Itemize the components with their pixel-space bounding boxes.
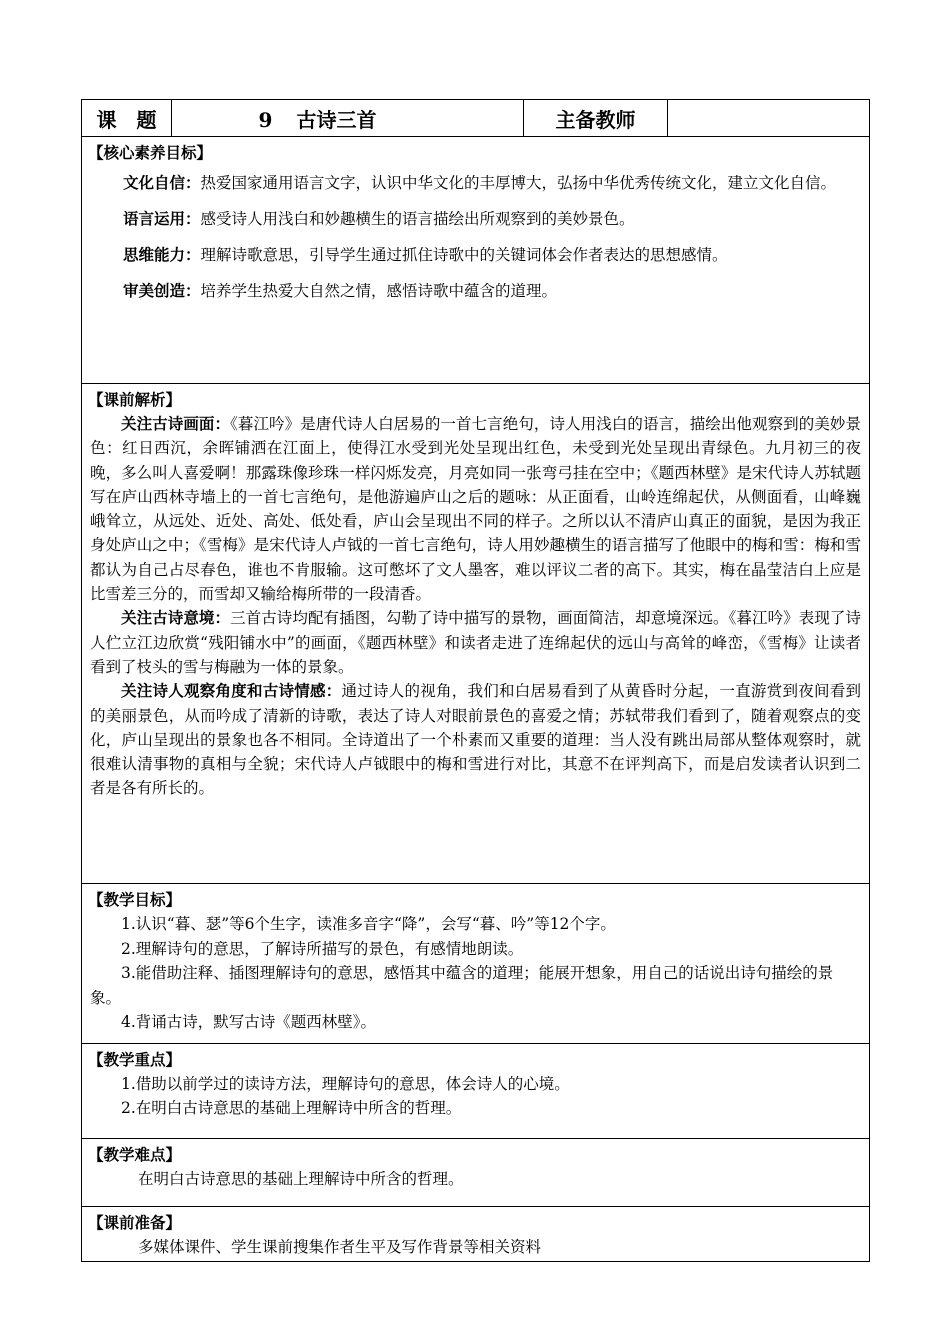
teaching-goal-item: 3.能借助注释、插图理解诗句的意思，感悟其中蕴含的道理；能展开想象，用自己的话说出诗句描绘的景象。 <box>90 964 834 1007</box>
header-row <box>82 100 870 137</box>
teaching-goal-item: 2.理解诗句的意思，了解诗所描写的景色，有感情地朗读。 <box>121 939 524 958</box>
teaching-goals-title: 【教学目标】 <box>88 890 182 909</box>
course-title-cell <box>172 100 524 137</box>
difficult-points-row <box>82 1138 870 1206</box>
difficult-points-title: 【教学难点】 <box>88 1144 182 1164</box>
pre-analysis-label: 关注古诗意境： <box>121 608 231 628</box>
course-label: 课 题 <box>82 100 172 137</box>
lesson-plan-table <box>81 99 870 1262</box>
core-goal-label: 审美创造： <box>123 281 201 300</box>
core-goal-label: 语言运用： <box>123 209 201 228</box>
key-points-title: 【教学重点】 <box>88 1049 182 1069</box>
pre-analysis-paragraph: 关注诗人观察角度和古诗情感：通过诗人的视角，我们和白居易看到了从黄昏时分起，一直游赏到夜间看到的美丽景色，从而吟成了清新的诗歌，表达了诗人对眼前景色的喜爱之情；苏轼带我们看到了，随着观察点的变化，庐山呈现出的景象也各不相同。全诗道出了一个朴素而又重要的道理：当人没有跳出局部从整体观察时，就很难认清事物的真相与全貌；宋代诗人卢钺眼中的梅和雪进行对比，其意不在评判高下，而是启发读者认识到二者是各有所长的。 <box>90 681 861 798</box>
teaching-goal-item: 4.背诵古诗，默写古诗《题西林壁》。 <box>121 1013 377 1031</box>
core-goals-title: 【核心素养目标】 <box>88 143 213 162</box>
preparation-row <box>82 1206 870 1262</box>
pre-analysis-label: 关注诗人观察角度和古诗情感： <box>121 681 342 701</box>
difficult-point-text: 在明白古诗意思的基础上理解诗中所含的哲理。 <box>138 1169 464 1188</box>
teacher-value <box>668 100 870 137</box>
pre-analysis-row <box>82 384 870 884</box>
course-title: 古诗三首 <box>296 107 377 132</box>
core-goal-item: 思维能力：理解诗歌意思，引导学生通过抓住诗歌中的关键词体会作者表达的思想感情。 <box>123 245 728 264</box>
teacher-label: 主备教师 <box>524 100 668 137</box>
pre-analysis-title: 【课前解析】 <box>88 390 182 409</box>
core-goal-label: 文化自信： <box>123 173 201 192</box>
pre-analysis-section <box>82 384 870 884</box>
teaching-goals-section <box>82 884 870 1044</box>
key-point-item: 1.借助以前学过的读诗方法，理解诗句的意思，体会诗人的心境。 <box>121 1074 570 1093</box>
core-goal-label: 思维能力： <box>123 245 201 264</box>
teaching-goal-item: 1.认识“暮、瑟”等6个生字，读准多音字“降”，会写“暮、吟”等12个字。 <box>121 915 616 933</box>
pre-analysis-paragraph: 关注古诗画面：《暮江吟》是唐代诗人白居易的一首七言绝句，诗人用浅白的语言，描绘出他观察到的美妙景色：红日西沉，余晖铺洒在江面上，使得江水受到光处呈现出红色，未受到光处呈现出青绿色。九月初三的夜晚，多么叫人喜爱啊！那露珠像珍珠一样闪烁发亮，月亮如同一张弯弓挂在空中；《题西林壁》是宋代诗人苏轼题写在庐山西林寺墙上的一首七言绝句，是他游遍庐山之后的题咏：从正面看，山岭连绵起伏，从侧面看，山峰巍峨耸立，从远处、近处、高处、低处看，庐山会呈现出不同的样子。之所以认不清庐山真正的面貌，是因为我正身处庐山之中；《雪梅》是宋代诗人卢钺的一首七言绝句，诗人用妙趣横生的语言描写了他眼中的梅和雪：梅和雪都认为自己占尽春色，谁也不肯服输。这可憋坏了文人墨客，难以评议二者的高下。其实，梅在晶莹洁白上应是比雪差三分的，而雪却又输给梅所带的一段清香。 <box>90 414 861 604</box>
core-goal-item: 语言运用：感受诗人用浅白和妙趣横生的语言描绘出所观察到的美妙景色。 <box>123 209 635 228</box>
preparation-section <box>82 1206 870 1262</box>
course-number: 9 <box>258 107 273 132</box>
core-goals-section <box>82 137 870 384</box>
core-goal-item: 审美创造：培养学生热爱大自然之情，感悟诗歌中蕴含的道理。 <box>123 281 558 300</box>
core-goal-item: 文化自信：热爱国家通用语言文字，认识中华文化的丰厚博大，弘扬中华优秀传统文化，建立文化自信。 <box>123 173 837 192</box>
pre-analysis-paragraph: 关注古诗意境：三首古诗均配有插图，勾勒了诗中描写的景物，画面简洁，却意境深远。《暮江吟》表现了诗人伫立江边欣赏“残阳铺水中”的画面，《题西林壁》和读者走进了连绵起伏的远山与高耸的峰峦，《雪梅》让读者看到了枝头的雪与梅融为一体的景象。 <box>90 608 861 676</box>
lesson-plan-document <box>81 99 869 1262</box>
key-points-section <box>82 1043 870 1138</box>
preparation-title: 【课前准备】 <box>88 1212 182 1232</box>
key-points-row <box>82 1043 870 1138</box>
difficult-points-section <box>82 1138 870 1206</box>
pre-analysis-label: 关注古诗画面： <box>121 414 231 433</box>
key-point-item: 2.在明白古诗意思的基础上理解诗中所含的哲理。 <box>121 1099 462 1117</box>
core-goals-row <box>82 137 870 384</box>
teaching-goals-row <box>82 884 870 1044</box>
preparation-text: 多媒体课件、学生课前搜集作者生平及写作背景等相关资料 <box>138 1237 542 1256</box>
